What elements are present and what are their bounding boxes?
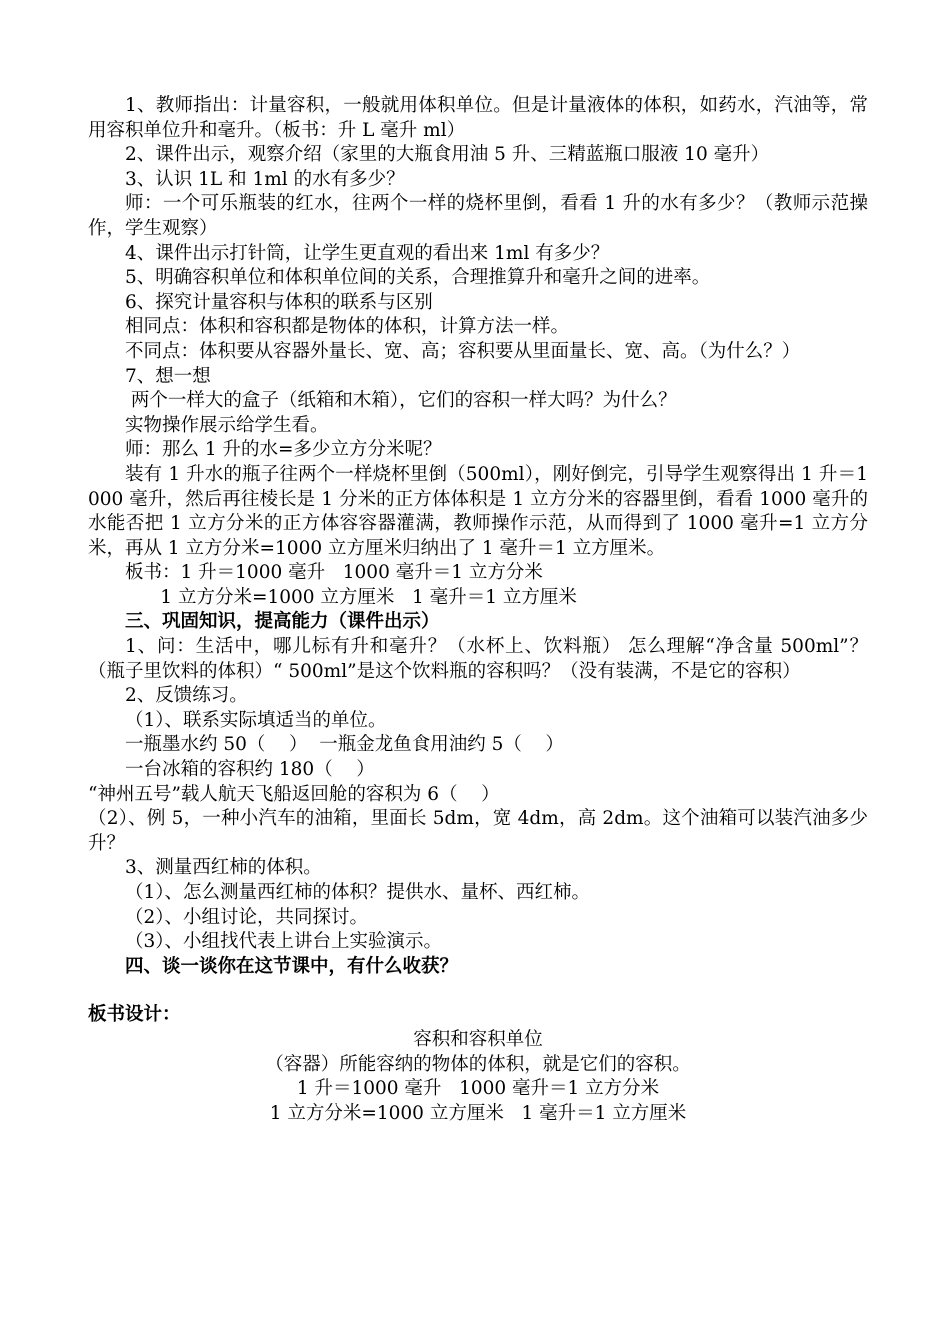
paragraph: 6、探究计量容积与体积的联系与区别 bbox=[125, 291, 433, 313]
paragraph: 不同点：体积要从容器外量长、宽、高；容积要从里面量长、宽、高。（为什么？） bbox=[125, 340, 801, 362]
paragraph: （2）、例 5，一种小汽车的油箱，里面长 5dm，宽 4dm，高 2dm。这个油箱可以装汽油多少升？ bbox=[88, 808, 868, 854]
paragraph: 3、认识 1L 和 1ml 的水有多少？ bbox=[125, 168, 405, 190]
paragraph: （1）、怎么测量西红柿的体积？提供水、量杯、西红柿。 bbox=[125, 882, 591, 903]
paragraph: 1 立方分米=1000 立方厘米 1 毫升＝1 立方厘米 bbox=[125, 586, 577, 608]
paragraph: 两个一样大的盒子（纸箱和木箱），它们的容积一样大吗？为什么？ bbox=[125, 390, 677, 412]
board-line: （容器）所能容纳的物体的体积，就是它们的容积。 bbox=[265, 1053, 691, 1075]
paragraph: “神州五号”载人航天飞船返回舱的容积为 6（ ） bbox=[88, 783, 500, 805]
paragraph: 一瓶墨水约 50（ ） 一瓶金龙鱼食用油约 5（ ） bbox=[125, 734, 564, 756]
paragraph: 师：一个可乐瓶装的红水，往两个一样的烧杯里倒，看看 1 升的水有多少？（教师示范操作，学生观察） bbox=[88, 193, 868, 239]
board-heading: 板书设计： bbox=[88, 1004, 181, 1026]
paragraph: 实物操作展示给学生看。 bbox=[125, 414, 329, 436]
paragraph: 2、反馈练习。 bbox=[125, 685, 248, 707]
paragraph: （2）、小组讨论，共同探讨。 bbox=[125, 906, 369, 928]
paragraph: 1、问：生活中，哪儿标有升和毫升？（水杯上、饮料瓶） 怎么理解“净含量 500ml”？（瓶子里饮料的体积）“ 500ml”是这个饮料瓶的容积吗？（没有装满，不是它的容积） bbox=[88, 636, 868, 682]
paragraph: 一台冰箱的容积约 180（ ） bbox=[125, 759, 375, 781]
paragraph: 师：那么 1 升的水=多少立方分米呢？ bbox=[125, 439, 442, 461]
paragraph: 相同点：体积和容积都是物体的体积，计算方法一样。 bbox=[125, 316, 570, 338]
paragraph: 3、测量西红柿的体积。 bbox=[125, 857, 322, 879]
spacer bbox=[88, 979, 868, 1003]
board-line: 容积和容积单位 bbox=[413, 1028, 543, 1050]
paragraph: 1、教师指出：计量容积，一般就用体积单位。但是计量液体的体积，如药水，汽油等，常用容积单位升和毫升。（板书：升 L 毫升 ml） bbox=[88, 95, 868, 141]
paragraph: 4、课件出示打针筒，让学生更直观的看出来 1ml 有多少？ bbox=[125, 242, 610, 264]
paragraph: （1）、联系实际填适当的单位。 bbox=[125, 709, 387, 731]
board-line: 1 升＝1000 毫升 1000 毫升＝1 立方分米 bbox=[296, 1078, 660, 1100]
paragraph: 5、明确容积单位和体积单位间的关系，合理推算升和毫升之间的进率。 bbox=[125, 267, 711, 289]
paragraph: （3）、小组找代表上讲台上实验演示。 bbox=[125, 931, 443, 953]
paragraph: 装有 1 升水的瓶子往两个一样烧杯里倒（500ml），刚好倒完，引导学生观察得出 1 升＝1000 毫升，然后再往棱长是 1 分米的正方体体积是 1 立方分米的容器里倒，看看 1000 毫升的水能否把 1 立方分米的正方体容容器灌满，教师操作示范，从而得到了 1000 毫升=1 立方分米，再从 1 立方分米=1000 立方厘米归纳出了 1 毫升＝1 立方厘米。 bbox=[88, 463, 868, 559]
paragraph: 板书：1 升＝1000 毫升 1000 毫升＝1 立方分米 bbox=[125, 562, 543, 584]
document-page bbox=[88, 94, 868, 1126]
section-heading: 四、谈一谈你在这节课中，有什么收获？ bbox=[125, 955, 459, 977]
section-heading: 三、巩固知识，提高能力（课件出示） bbox=[125, 611, 440, 633]
board-line: 1 立方分米=1000 立方厘米 1 毫升＝1 立方厘米 bbox=[269, 1102, 687, 1124]
paragraph: 7、想一想 bbox=[125, 365, 211, 387]
paragraph: 2、课件出示，观察介绍（家里的大瓶食用油 5 升、三精蓝瓶口服液 10 毫升） bbox=[125, 144, 770, 166]
